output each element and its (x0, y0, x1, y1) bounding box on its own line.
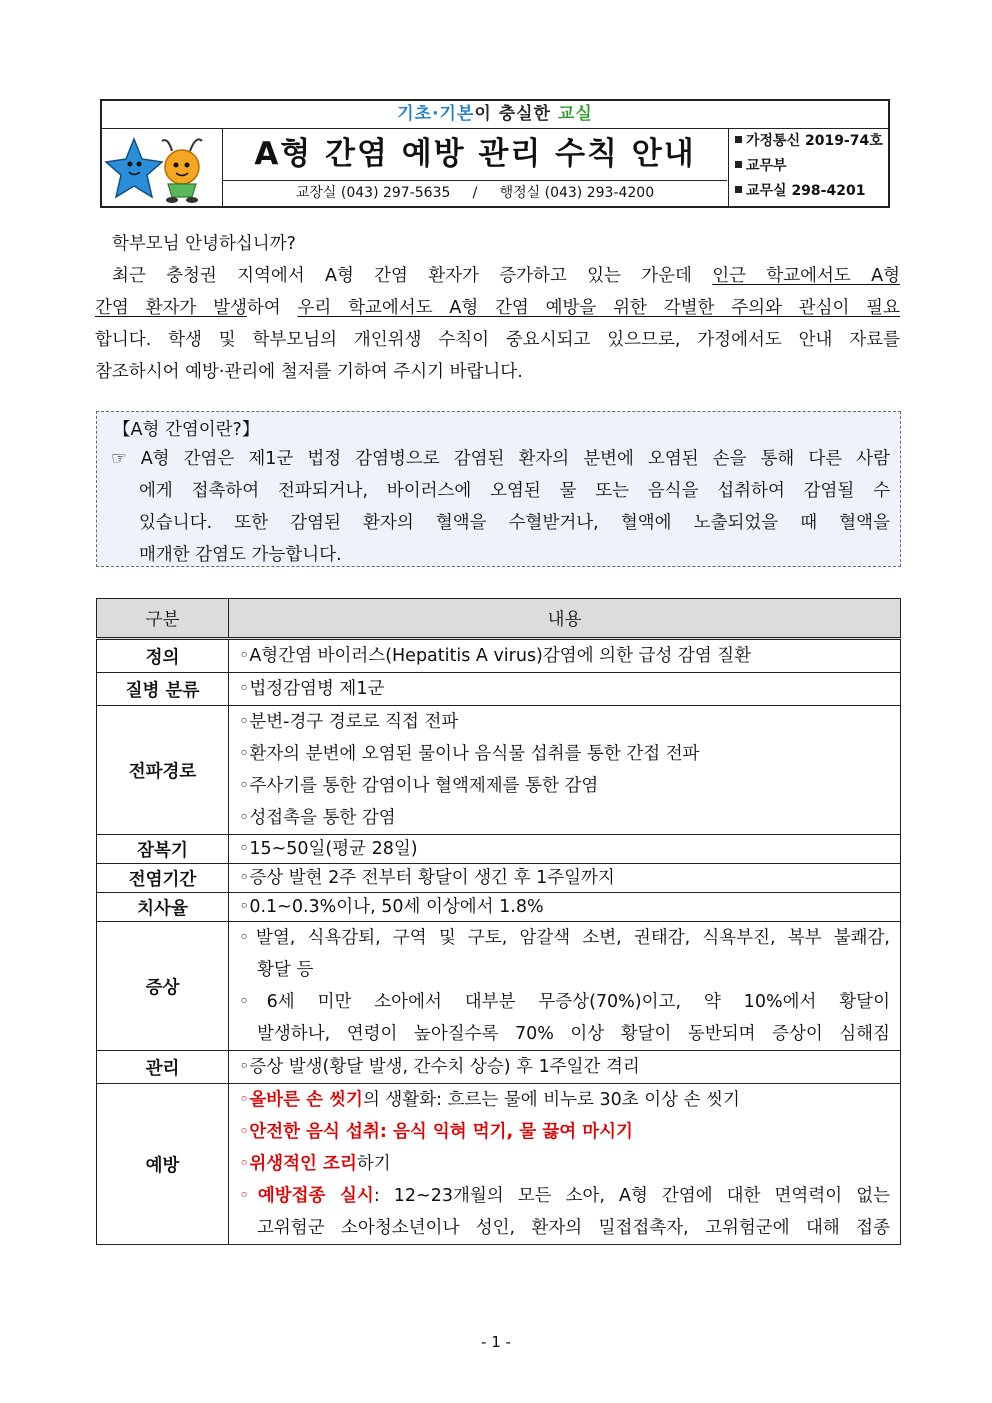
row-text: ◦발열, 식욕감퇴, 구역 및 구토, 암갈색 소변, 권태감, 식욕부진, 복부 불쾌감, (239, 928, 890, 948)
definition-box (96, 411, 901, 567)
intro-line: 합니다. 학생 및 학부모님의 개인위생 수칙이 중요시되고 있으므로, 가정에서도 안내 자료를 (95, 330, 900, 350)
square-bullet-icon (735, 186, 742, 193)
intro-paragraph (95, 228, 900, 388)
row-label: 질병 분류 (97, 673, 229, 706)
row-text: ◦올바른 손 씻기의 생활화: 흐르는 물에 비누로 30초 이상 손 씻기 (239, 1090, 740, 1110)
col-header-content: 내용 (229, 599, 901, 639)
definition-line: ☞ A형 간염은 제1군 법정 감염병으로 감염된 환자의 분변에 오염된 손을 통해 다른 사람 (111, 449, 890, 469)
square-bullet-icon (735, 136, 742, 143)
table-row (97, 922, 901, 1051)
meta-issue: 가정통신 2019-74호 (729, 129, 889, 154)
table-row (97, 673, 901, 706)
mascot-icon (102, 129, 222, 206)
row-text: ◦증상 발현 2주 전부터 황달이 생긴 후 1주일까지 (239, 868, 615, 888)
table-row (97, 835, 901, 864)
row-text: ◦법정감염병 제1군 (239, 679, 385, 699)
newsletter-header (100, 99, 890, 208)
table-row (97, 639, 901, 673)
intro-line: 간염 환자가 발생하여 우리 학교에서도 A형 간염 예방을 위한 각별한 주의와 관심이 필요 (95, 298, 900, 318)
slogan (102, 101, 888, 129)
table-row (97, 893, 901, 922)
table-row (97, 1084, 901, 1245)
school-mascot-logo (102, 129, 223, 206)
square-bullet-icon (735, 161, 742, 168)
intro-line: 참조하시어 예방·관리에 철저를 기하여 주시기 바랍니다. (95, 362, 523, 382)
row-label: 잠복기 (97, 835, 229, 864)
row-text: ◦주사기를 통한 감염이나 혈액제제를 통한 감염 (239, 776, 599, 796)
row-text: ◦15~50일(평균 28일) (239, 839, 418, 859)
row-text: ◦안전한 음식 섭취: 음식 익혀 먹기, 물 끓여 마시기 (239, 1122, 633, 1142)
definition-line: 에게 접촉하여 전파되거나, 바이러스에 오염된 물 또는 음식을 섭취하여 감염될 수 (139, 481, 890, 501)
definition-title: 【A형 간염이란?】 (113, 420, 260, 440)
meta-dept: 교무부 (729, 154, 889, 179)
row-text: ◦분변-경구 경로로 직접 전파 (239, 712, 459, 732)
table-row (97, 1051, 901, 1084)
table-header-row (97, 599, 901, 639)
definition-line: 매개한 감염도 가능합니다. (139, 545, 342, 565)
page-number: - 1 - (481, 1333, 511, 1351)
row-label: 관리 (97, 1051, 229, 1084)
intro-line: 학부모님 안녕하십니까? (112, 234, 296, 254)
col-header-category: 구분 (97, 599, 229, 639)
meta-phone: 교무실 298-4201 (729, 179, 889, 204)
newsletter-meta (728, 129, 889, 206)
table-row (97, 864, 901, 893)
row-label: 예방 (97, 1084, 229, 1245)
row-text: ◦6세 미만 소아에서 대부분 무증상(70%)이고, 약 10%에서 황달이 (239, 992, 890, 1012)
row-label: 치사율 (97, 893, 229, 922)
row-text: 고위험군 소아청소년이나 성인, 환자의 밀접접촉자, 고위험군에 대해 접종 (257, 1218, 890, 1238)
row-text: ◦증상 발생(황달 발생, 간수치 상승) 후 1주일간 격리 (239, 1057, 640, 1077)
row-text: 발생하나, 연령이 높아질수록 70% 이상 황달이 동반되며 증상이 심해짐 (257, 1024, 890, 1044)
row-text: ◦A형간염 바이러스(Hepatitis A virus)감염에 의한 급성 감염 질환 (239, 646, 752, 666)
table-row (97, 706, 901, 835)
row-text: ◦예방접종 실시: 12~23개월의 모든 소아, A형 간염에 대한 면역력이 없는 (239, 1186, 891, 1206)
row-label: 전염기간 (97, 864, 229, 893)
slogan-part2: 이 충실한 (474, 104, 558, 124)
row-text: ◦0.1~0.3%이나, 50세 이상에서 1.8% (239, 897, 544, 917)
row-label: 증상 (97, 922, 229, 1051)
row-label: 정의 (97, 639, 229, 673)
intro-line: 최근 충청권 지역에서 A형 간염 환자가 증가하고 있는 가운데 인근 학교에서도 A형 (112, 266, 900, 286)
slogan-part1: 기초·기본 (397, 104, 475, 124)
definition-line: 있습니다. 또한 감염된 환자의 혈액을 수혈받거나, 혈액에 노출되었을 때 혈액을 (139, 513, 890, 533)
row-text: ◦환자의 분변에 오염된 물이나 음식물 섭취를 통한 간접 전파 (239, 744, 700, 764)
row-text: ◦성접촉을 통한 감염 (239, 808, 396, 828)
row-text: 황달 등 (257, 960, 314, 980)
page-title: A형 간염 예방 관리 수칙 안내 (223, 129, 727, 181)
row-text: ◦위생적인 조리하기 (239, 1154, 391, 1174)
row-label: 전파경로 (97, 706, 229, 835)
contact-phones: 교장실 (043) 297-5635 / 행정실 (043) 293-4200 (295, 185, 655, 201)
info-table (96, 598, 901, 1245)
slogan-part3: 교실 (557, 104, 593, 124)
